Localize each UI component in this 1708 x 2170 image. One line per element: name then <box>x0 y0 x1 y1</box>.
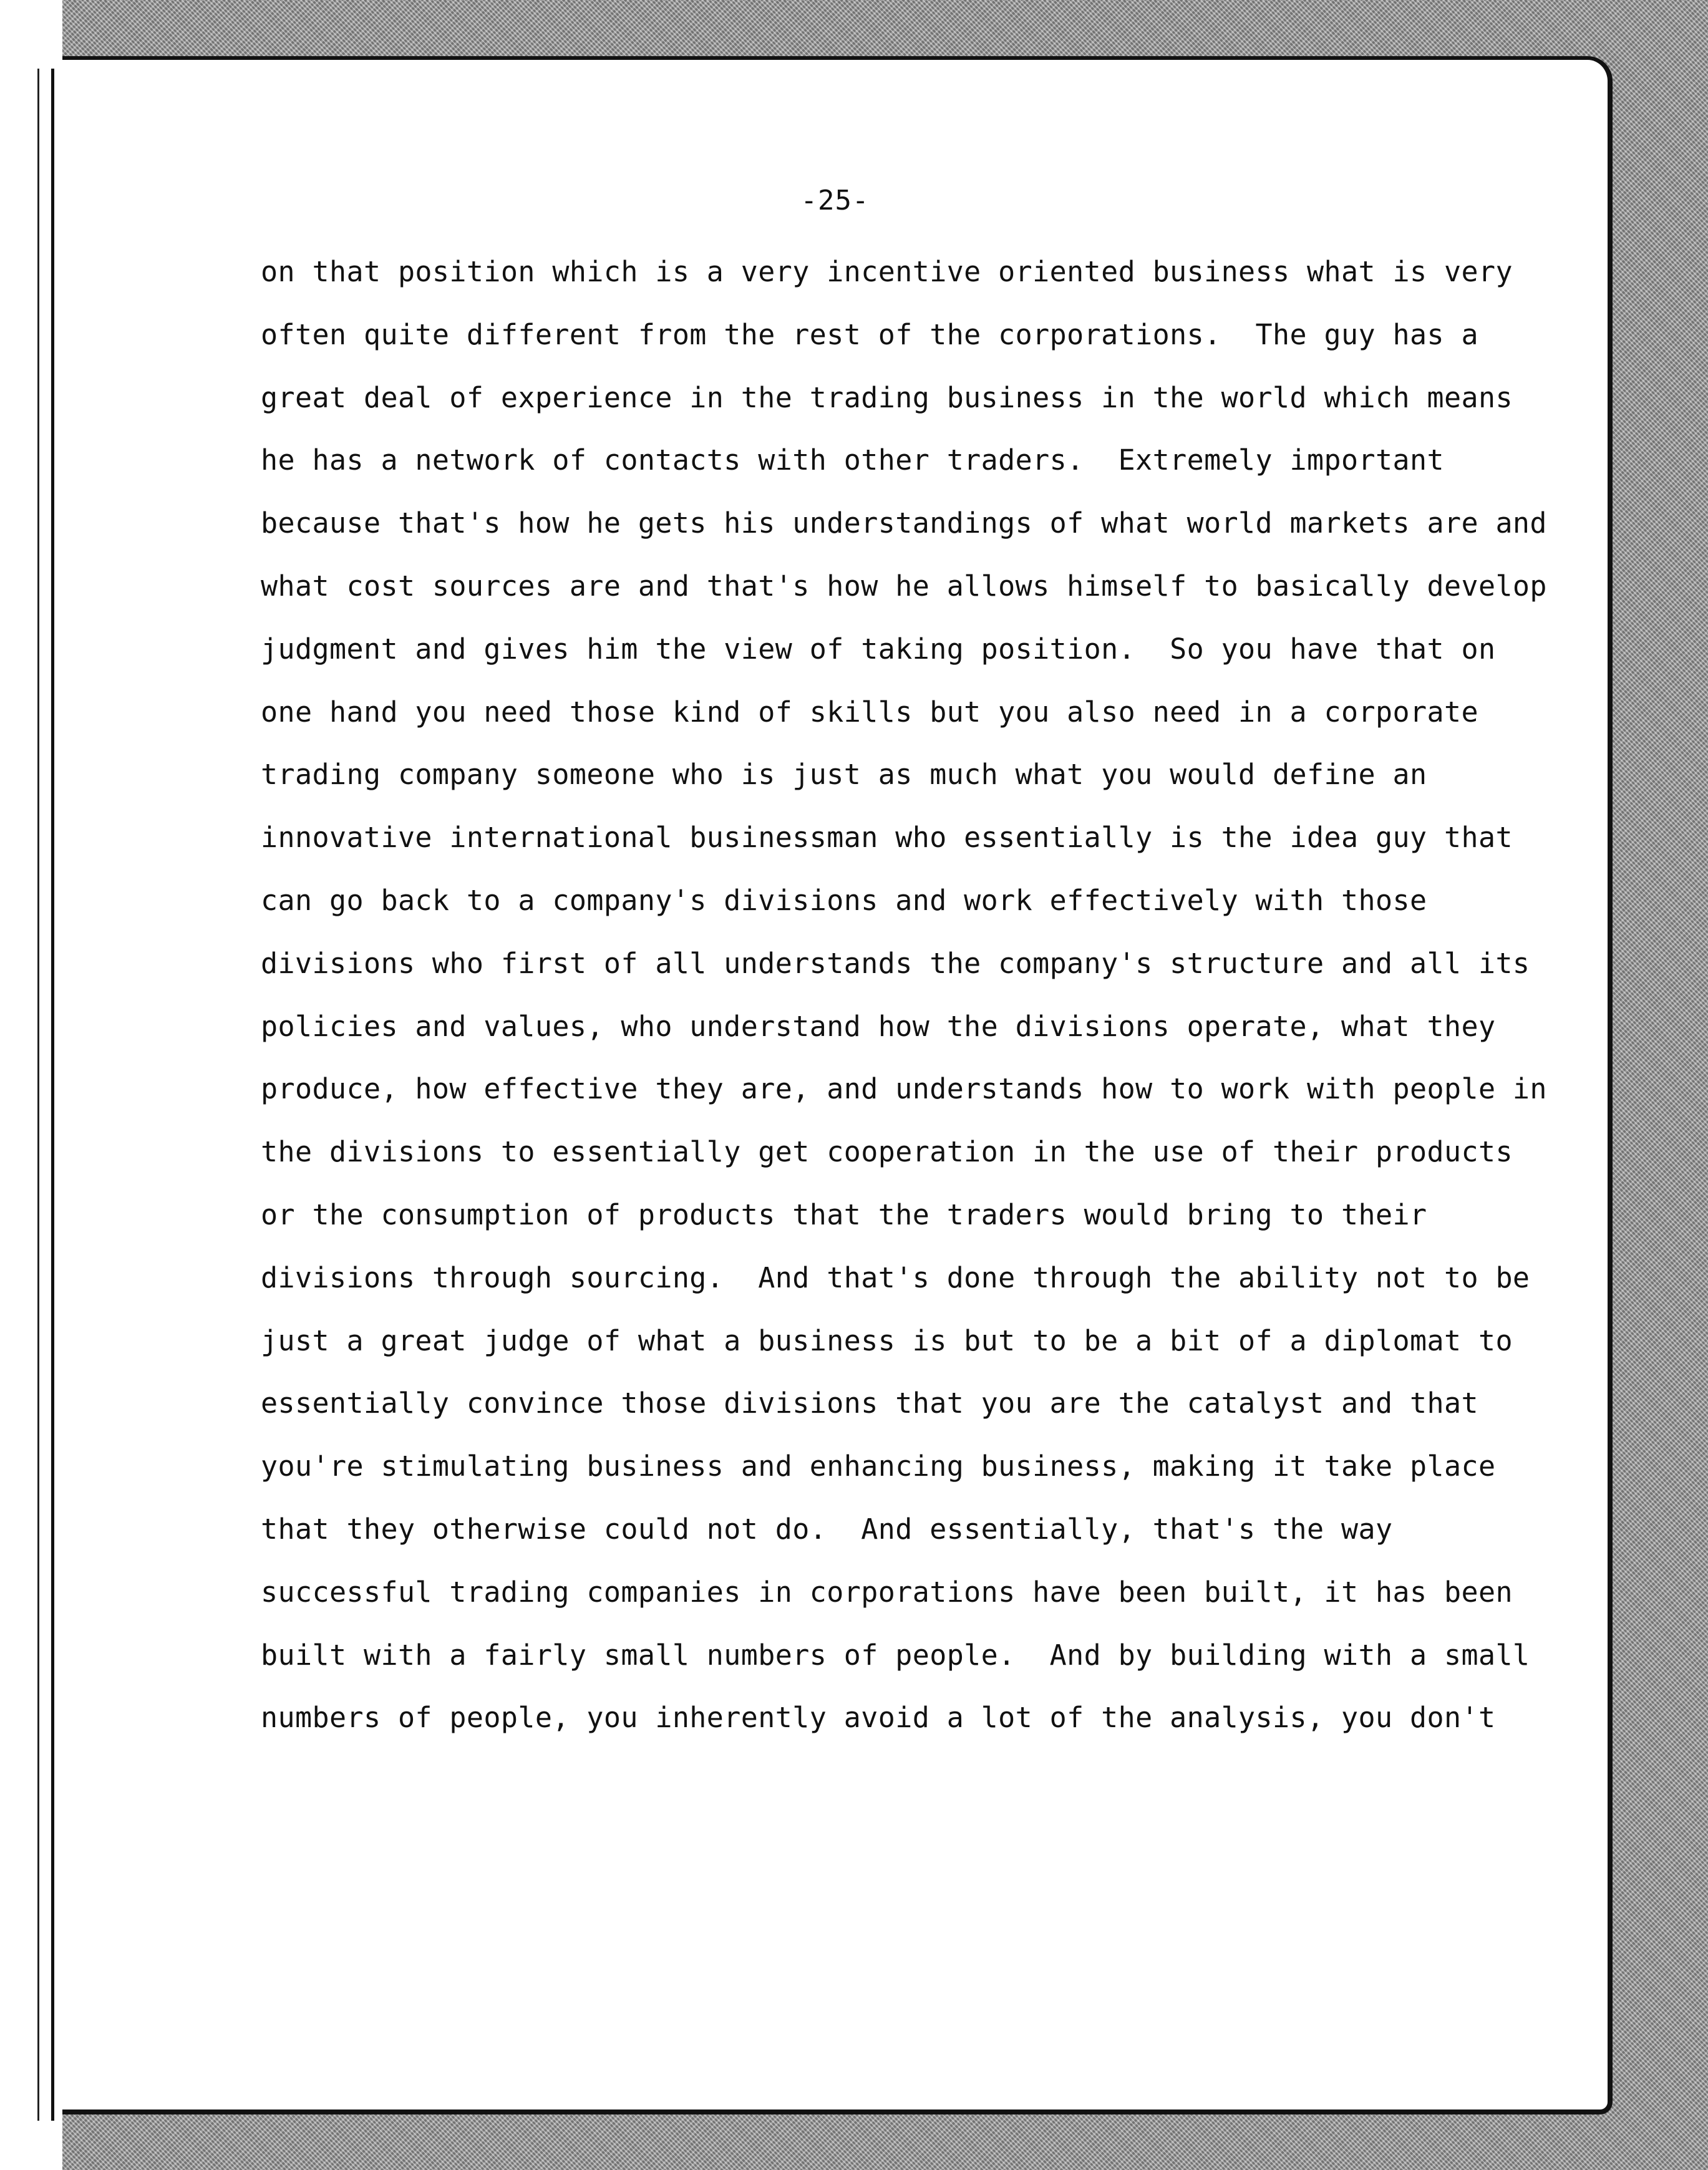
text-line: that they otherwise could not do. And essentially, that's the way <box>261 1512 1393 1546</box>
text-line: produce, how effective they are, and understands how to work with people in <box>261 1072 1547 1106</box>
text-line: successful trading companies in corporations have been built, it has been <box>261 1575 1513 1609</box>
text-line: the divisions to essentially get cooperation in the use of their products <box>261 1135 1513 1169</box>
text-line: often quite different from the rest of the corporations. The guy has a <box>261 317 1478 351</box>
text-line: judgment and gives him the view of taking position. So you have that on <box>261 632 1496 666</box>
text-line: divisions through sourcing. And that's done through the ability not to be <box>261 1261 1530 1294</box>
text-line: divisions who first of all understands the company's structure and all its <box>261 946 1530 980</box>
text-line: numbers of people, you inherently avoid a lot of the analysis, you don't <box>261 1701 1496 1735</box>
text-line: he has a network of contacts with other traders. Extremely important <box>261 443 1444 477</box>
page-number: -25- <box>800 185 870 216</box>
left-margin-rule-bold <box>51 69 54 2121</box>
text-line: on that position which is a very incentive oriented business what is very <box>261 255 1513 288</box>
text-line: great deal of experience in the trading business in the world which means <box>261 380 1513 414</box>
text-line: built with a fairly small numbers of people. And by building with a small <box>261 1638 1530 1672</box>
body-text <box>261 241 1602 1750</box>
text-line: innovative international businessman who essentially is the idea guy that <box>261 821 1513 855</box>
text-line: because that's how he gets his understandings of what world markets are and <box>261 506 1547 540</box>
text-line: can go back to a company's divisions and work effectively with those <box>261 883 1427 917</box>
text-line: essentially convince those divisions that you are the catalyst and that <box>261 1387 1478 1420</box>
text-line: what cost sources are and that's how he allows himself to basically develop <box>261 569 1547 603</box>
text-line: you're stimulating business and enhancing business, making it take place <box>261 1450 1496 1483</box>
text-line: trading company someone who is just as much what you would define an <box>261 758 1427 792</box>
left-margin-rule <box>37 69 39 2121</box>
text-line: policies and values, who understand how the divisions operate, what they <box>261 1009 1496 1043</box>
text-line: just a great judge of what a business is but to be a bit of a diplomat to <box>261 1324 1513 1357</box>
text-line: or the consumption of products that the traders would bring to their <box>261 1198 1427 1231</box>
text-line: one hand you need those kind of skills but you also need in a corporate <box>261 695 1478 729</box>
document-page <box>62 56 1613 2114</box>
